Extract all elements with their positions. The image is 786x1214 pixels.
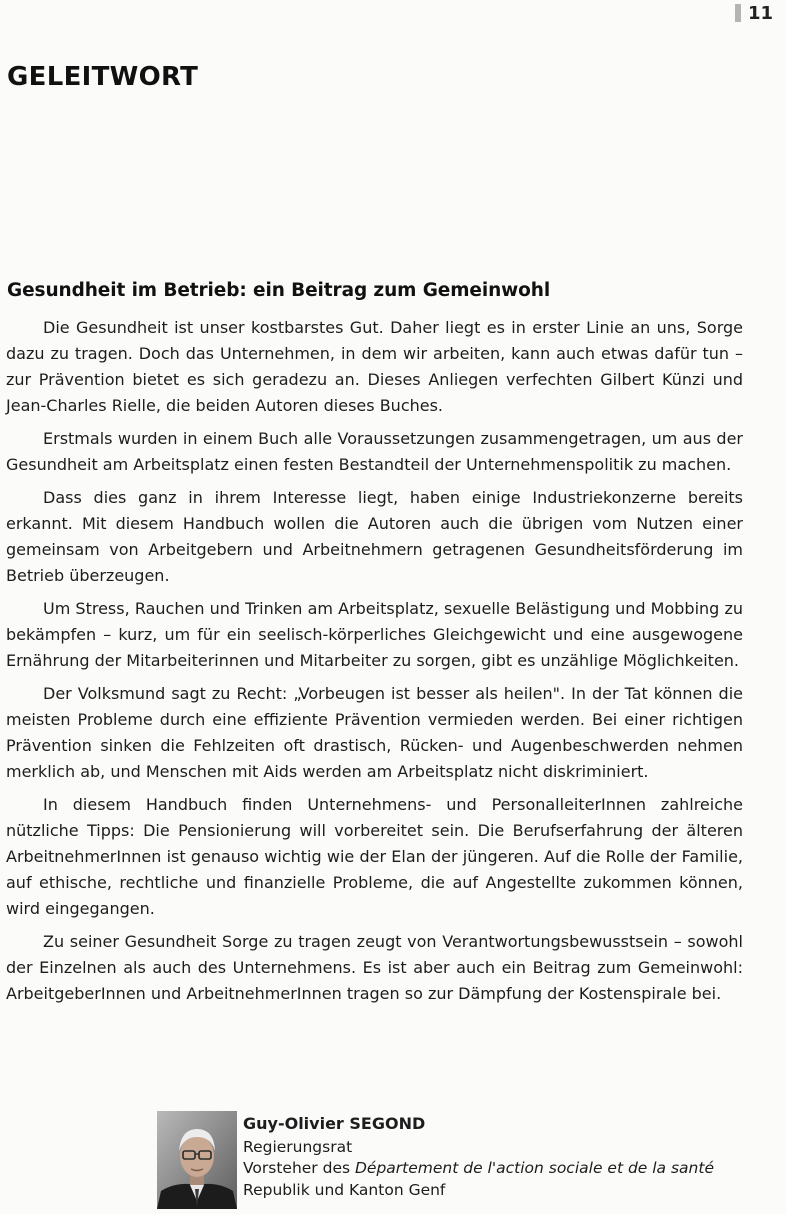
body-text bbox=[6, 315, 743, 1014]
author-signature bbox=[243, 1113, 714, 1201]
page-edge-marker bbox=[735, 4, 741, 22]
paragraph-5: Der Volksmund sagt zu Recht: „Vorbeugen ist besser als heilen". In der Tat können die meisten Probleme durch eine effiziente Prävention vermieden werden. Bei einer richtigen Prävention sinken die Fehlzeiten oft drastisch, Rücken- und Augenbeschwerden nehmen merklich ab, und Menschen mit Aids werden am Arbeitsplatz nicht diskriminiert. bbox=[6, 684, 743, 781]
page-title: GELEITWORT bbox=[7, 62, 199, 92]
paragraph-7: Zu seiner Gesundheit Sorge zu tragen zeugt von Verantwortungsbewusstsein – sowohl der Einzelnen als auch des Unternehmens. Es ist aber auch ein Beitrag zum Gemeinwohl: ArbeitgeberInnen und ArbeitnehmerInnen tragen so zur Dämpfung der Kostenspirale bei. bbox=[6, 932, 743, 1003]
author-position bbox=[243, 1158, 714, 1180]
author-department: Département de l'action sociale et de la santé bbox=[354, 1159, 714, 1177]
author-name: Guy-Olivier SEGOND bbox=[243, 1114, 426, 1133]
author-photo bbox=[157, 1111, 237, 1209]
paragraph-4: Um Stress, Rauchen und Trinken am Arbeitsplatz, sexuelle Belästigung und Mobbing zu bekämpfen – kurz, um für ein seelisch-körperliches Gleichgewicht und eine ausgewogene Ernährung der Mitarbeiterinnen und Mitarbeiter zu sorgen, gibt es unzählige Möglichkeiten. bbox=[6, 599, 743, 670]
paragraph-2: Erstmals wurden in einem Buch alle Voraussetzungen zusammengetragen, um aus der Gesundheit am Arbeitsplatz einen festen Bestandteil der Unternehmenspolitik zu machen. bbox=[6, 429, 743, 474]
author-region: Republik und Kanton Genf bbox=[243, 1180, 446, 1199]
paragraph-1: Die Gesundheit ist unser kostbarstes Gut. Daher liegt es in erster Linie an uns, Sorge dazu zu tragen. Doch das Unternehmen, in dem wir arbeiten, kann auch etwas dafür tun – zur Prävention bietet es sich geradezu an. Dieses Anliegen verfechten Gilbert Künzi und Jean-Charles Rielle, die beiden Autoren dieses Buches. bbox=[6, 318, 743, 415]
author-role: Regierungsrat bbox=[243, 1137, 353, 1156]
author-position-prefix: Vorsteher des bbox=[243, 1159, 355, 1177]
section-heading: Gesundheit im Betrieb: ein Beitrag zum Gemeinwohl bbox=[7, 280, 551, 301]
portrait-image bbox=[157, 1111, 237, 1209]
paragraph-3: Dass dies ganz in ihrem Interesse liegt, haben einige Industriekonzerne bereits erkannt. Mit diesem Handbuch wollen die Autoren auch die übrigen vom Nutzen einer gemeinsam von Arbeitgebern und Arbeitnehmern getragenen Gesundheitsförderung im Betrieb überzeugen. bbox=[6, 488, 743, 585]
paragraph-6: In diesem Handbuch finden Unternehmens- und PersonalleiterInnen zahlreiche nützliche Tipps: Die Pensionierung will vorbereitet sein. Die Berufserfahrung der älteren ArbeitnehmerInnen ist genauso wichtig wie der Elan der jüngeren. Auf die Rolle der Familie, auf ethische, rechtliche und finanzielle Probleme, die auf Angestellte zukommen können, wird eingegangen. bbox=[6, 795, 743, 918]
page-number: 11 bbox=[748, 3, 774, 24]
